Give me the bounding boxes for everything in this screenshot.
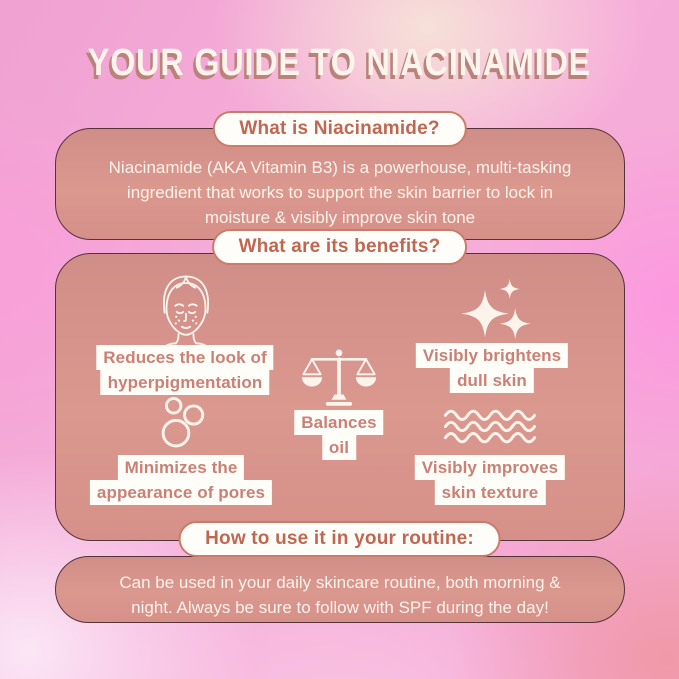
waves-icon [443,407,537,446]
routine-card [55,556,625,623]
section-pill-benefits: What are its benefits? [212,229,468,265]
what-is-text-line: ingredient that works to support the skin barrier to lock in [126,183,554,202]
benefits-card [55,253,625,541]
benefit-label-line: hyperpigmentation [101,370,270,395]
section-pill-routine: How to use it in your routine: [178,521,501,557]
benefit-label-line: Minimizes the [118,455,245,480]
routine-text-line: Can be used in your daily skincare routine, both morning & [119,573,561,592]
benefit-label-line: Visibly brightens [416,343,568,368]
benefit-label-line: oil [322,435,356,460]
face-icon [153,270,219,348]
page-title: YOUR GUIDE TO NIACINAMIDE [87,42,592,84]
benefit-label-line: Reduces the look of [96,345,273,370]
benefit-label-brightens [416,343,568,393]
section-pill-what-is: What is Niacinamide? [212,111,466,147]
benefit-label-line: Balances [294,410,383,435]
benefit-label-line: skin texture [435,480,546,505]
benefit-label-pores [90,455,272,505]
benefit-label-balances-oil [294,410,383,460]
benefit-label-texture [415,455,565,505]
routine-text-line: night. Always be sure to follow with SPF during the day! [131,598,549,617]
benefit-label-line: dull skin [450,368,534,393]
pores-icon [156,395,208,449]
what-is-text-line: Niacinamide (AKA Vitamin B3) is a powerhouse, multi-tasking [108,158,572,177]
benefit-label-hyperpigmentation [96,345,273,395]
benefit-label-line: Visibly improves [415,455,565,480]
balance-scale-icon [300,348,378,408]
sparkles-icon [459,278,533,342]
benefit-label-line: appearance of pores [90,480,272,505]
what-is-text-line: moisture & visibly improve skin tone [204,208,476,227]
